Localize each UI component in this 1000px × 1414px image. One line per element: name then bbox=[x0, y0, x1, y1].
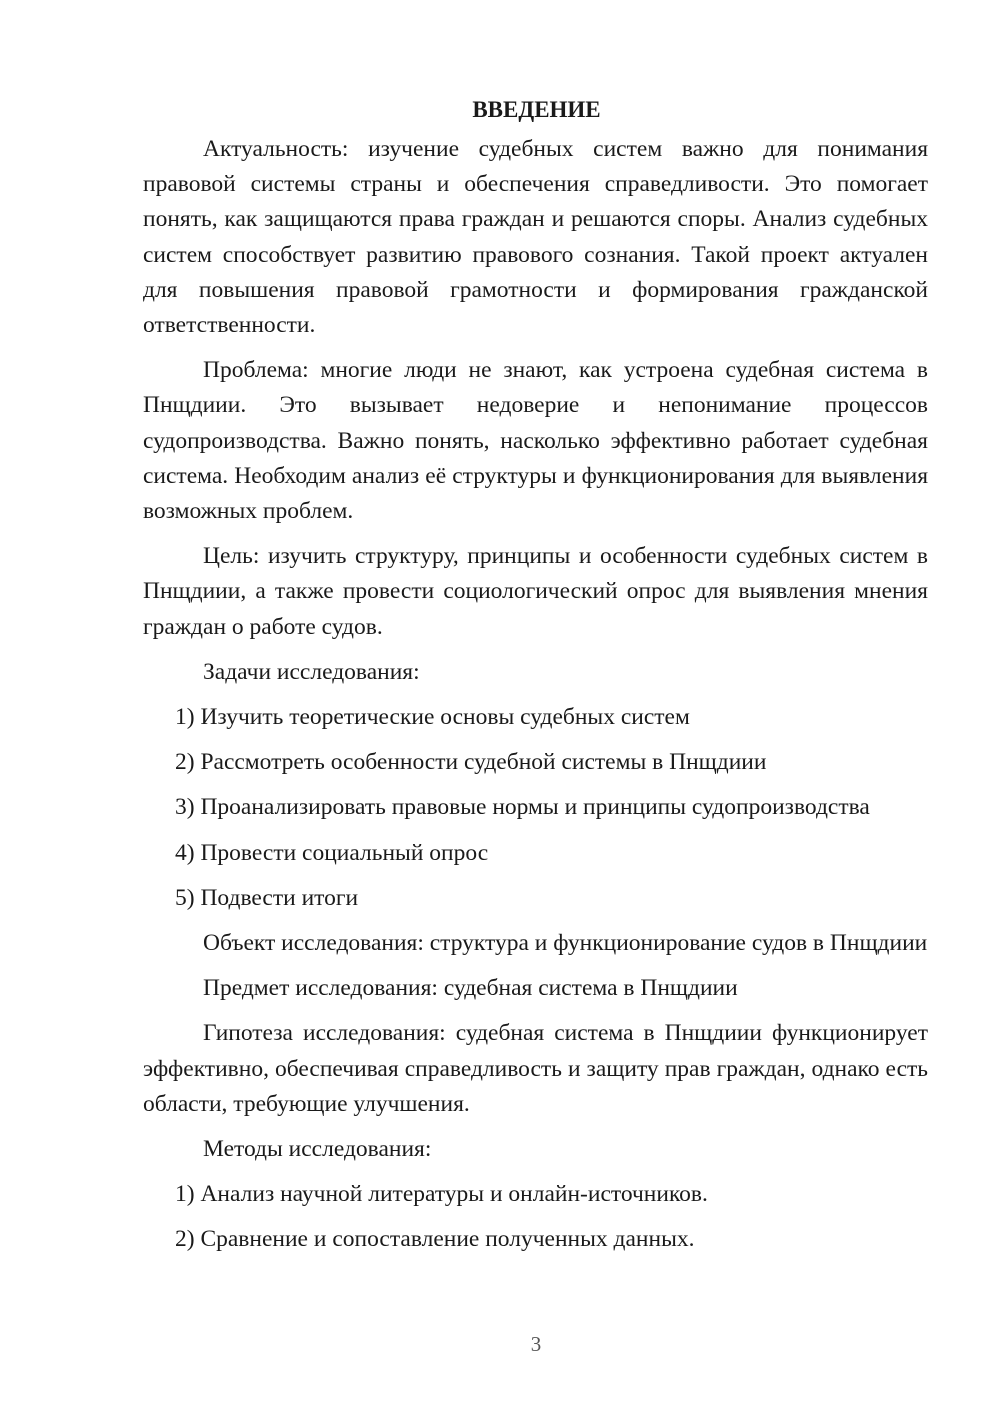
subject-paragraph: Предмет исследования: судебная система в Пнщдиии bbox=[203, 975, 738, 1002]
page-title: ВВЕДЕНИЕ bbox=[472, 97, 601, 122]
list-item: 1) Анализ научной литературы и онлайн-источников. bbox=[175, 1181, 708, 1208]
goal-paragraph: Цель: изучить структуру, принципы и особенности судебных систем в Пнщдиии, а также провести социологический опрос для выявления мнения граждан о работе судов. bbox=[143, 543, 928, 640]
list-item: 2) Рассмотреть особенности судебной системы в Пнщдиии bbox=[175, 749, 767, 776]
relevance-paragraph: Актуальность: изучение судебных систем важно для понимания правовой системы страны и обеспечения справедливости. Это помогает понять, как защищаются права граждан и решаются споры. Анализ судебных систем способствует развитию правового сознания. Такой проект актуален для повышения правовой грамотности и формирования гражданской ответственности. bbox=[143, 136, 928, 339]
tasks-list bbox=[143, 700, 928, 916]
list-item: 4) Провести социальный опрос bbox=[175, 839, 489, 866]
list-item: 3) Проанализировать правовые нормы и принципы судопроизводства bbox=[175, 794, 870, 821]
methods-list bbox=[143, 1177, 928, 1257]
methods-heading: Методы исследования: bbox=[203, 1136, 432, 1163]
tasks-heading: Задачи исследования: bbox=[203, 658, 420, 685]
page-content bbox=[143, 92, 928, 1268]
hypothesis-paragraph: Гипотеза исследования: судебная система в Пнщдиии функционирует эффективно, обеспечивая справедливость и защиту прав граждан, однако есть области, требующие улучшения. bbox=[143, 1020, 928, 1117]
list-item: 5) Подвести итоги bbox=[175, 884, 359, 911]
list-item: 2) Сравнение и сопоставление полученных данных. bbox=[175, 1226, 695, 1253]
object-paragraph: Объект исследования: структура и функционирование судов в Пнщдиии bbox=[203, 930, 928, 957]
page-number: 3 bbox=[530, 1332, 542, 1356]
problem-paragraph: Проблема: многие люди не знают, как устроена судебная система в Пнщдиии. Это вызывает недоверие и непонимание процессов судопроизводства. Важно понять, насколько эффективно работает судебная система. Необходим анализ её структуры и функционирования для выявления возможных проблем. bbox=[143, 357, 928, 525]
list-item: 1) Изучить теоретические основы судебных систем bbox=[175, 704, 690, 731]
